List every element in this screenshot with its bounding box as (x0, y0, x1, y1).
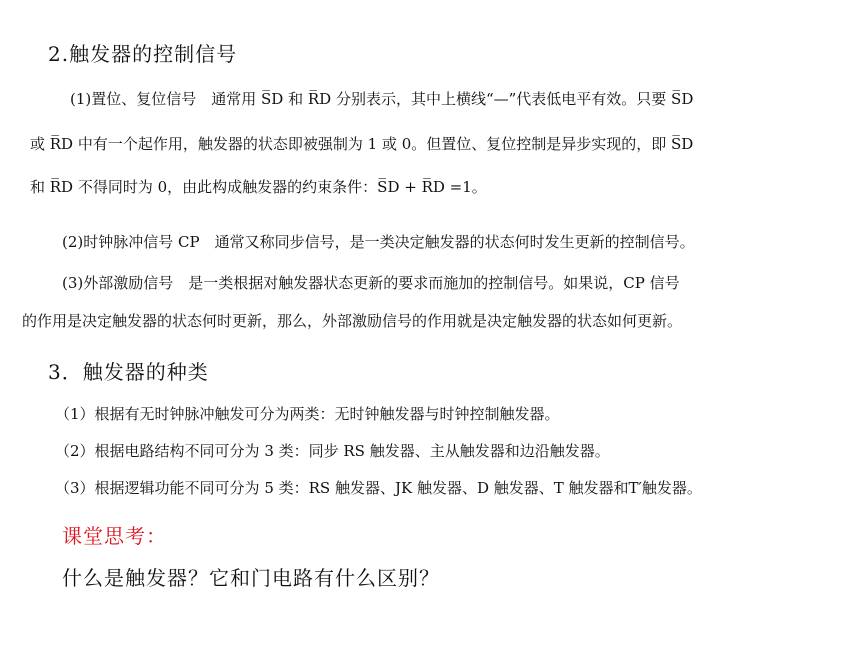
paragraph-set-reset-line3: 和 R̅D 不得同时为 0，由此构成触发器的约束条件：S̅D + R̅D =1。 (30, 178, 487, 196)
paragraph-set-reset-line1: (1)置位、复位信号 通常用 S̅D 和 R̅D 分别表示，其中上横线“—”代表低电平有效。只要 S̅D (70, 90, 694, 108)
section2-heading: 2.触发器的控制信号 (48, 42, 238, 66)
think-label: 课堂思考： (62, 524, 167, 548)
list-item: （2）根据电路结构不同可分为 3 类：同步 RS 触发器、主从触发器和边沿触发器。 (55, 442, 610, 460)
list-item: （1）根据有无时钟脉冲触发可分为两类：无时钟触发器与时钟控制触发器。 (55, 405, 560, 423)
paragraph-clock-signal: (2)时钟脉冲信号 CP 通常又称同步信号，是一类决定触发器的状态何时发生更新的控制信号。 (62, 233, 695, 251)
paragraph-external-line2: 的作用是决定触发器的状态何时更新，那么，外部激励信号的作用就是决定触发器的状态如何更新。 (22, 312, 683, 330)
list-item: （3）根据逻辑功能不同可分为 5 类：RS 触发器、JK 触发器、D 触发器、T 触发器和T′触发器。 (55, 479, 702, 497)
paragraph-external-line1: (3)外部激励信号 是一类根据对触发器状态更新的要求而施加的控制信号。如果说，CP 信号 (62, 274, 680, 292)
section3-heading: 3．触发器的种类 (48, 360, 209, 384)
think-question: 什么是触发器？它和门电路有什么区别？ (62, 566, 440, 590)
paragraph-set-reset-line2: 或 R̅D 中有一个起作用，触发器的状态即被强制为 1 或 0。但置位、复位控制是异步实现的，即 S̅D (30, 135, 694, 153)
